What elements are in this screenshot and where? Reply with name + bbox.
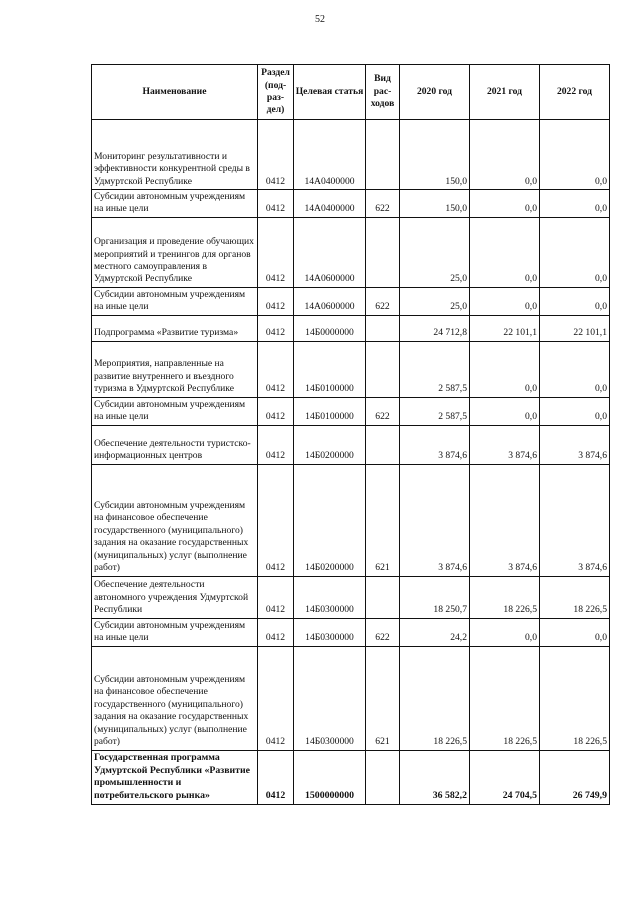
row-amount-2021: 3 874,6 (470, 464, 540, 576)
row-article: 14Б0200000 (294, 464, 366, 576)
row-amount-2022: 0,0 (540, 120, 610, 190)
row-amount-2022: 0,0 (540, 341, 610, 397)
header-2020: 2020 год (400, 65, 470, 120)
row-article: 14Б0300000 (294, 646, 366, 750)
table-row (92, 576, 610, 618)
row-amount-2021: 18 226,5 (470, 576, 540, 618)
row-expense-type: 621 (366, 464, 400, 576)
row-article: 14А0600000 (294, 217, 366, 287)
row-amount-2022: 3 874,6 (540, 425, 610, 464)
row-expense-type: 622 (366, 190, 400, 218)
row-amount-2022: 0,0 (540, 618, 610, 646)
row-article: 14Б0000000 (294, 315, 366, 341)
row-article: 14А0400000 (294, 120, 366, 190)
row-amount-2021: 0,0 (470, 341, 540, 397)
header-2022: 2022 год (540, 65, 610, 120)
row-amount-2020: 24,2 (400, 618, 470, 646)
row-section: 0412 (258, 576, 294, 618)
row-amount-2022: 26 749,9 (540, 750, 610, 804)
row-section: 0412 (258, 618, 294, 646)
row-expense-type (366, 576, 400, 618)
row-amount-2022: 0,0 (540, 287, 610, 315)
table-row (92, 750, 610, 804)
row-section: 0412 (258, 287, 294, 315)
row-amount-2022: 0,0 (540, 397, 610, 425)
row-section: 0412 (258, 315, 294, 341)
table-row (92, 425, 610, 464)
row-amount-2020: 18 226,5 (400, 646, 470, 750)
row-expense-type (366, 315, 400, 341)
row-expense-type (366, 120, 400, 190)
row-section: 0412 (258, 646, 294, 750)
page-number: 52 (315, 14, 325, 25)
header-name: Наименование (92, 65, 258, 120)
row-name: Субсидии автономным учреждениям на финансовое обеспечение государственного (муниципального) задания на оказание государственных (муниципальных) услуг (выполнение работ) (92, 464, 258, 576)
row-amount-2022: 18 226,5 (540, 576, 610, 618)
row-section: 0412 (258, 217, 294, 287)
row-amount-2020: 150,0 (400, 120, 470, 190)
header-article: Целевая статья (294, 65, 366, 120)
row-amount-2021: 0,0 (470, 287, 540, 315)
row-section: 0412 (258, 341, 294, 397)
row-expense-type (366, 750, 400, 804)
row-section: 0412 (258, 750, 294, 804)
row-amount-2020: 24 712,8 (400, 315, 470, 341)
table-row (92, 287, 610, 315)
row-amount-2020: 150,0 (400, 190, 470, 218)
row-amount-2021: 3 874,6 (470, 425, 540, 464)
table-row (92, 464, 610, 576)
row-expense-type: 621 (366, 646, 400, 750)
row-amount-2022: 0,0 (540, 190, 610, 218)
row-amount-2020: 3 874,6 (400, 464, 470, 576)
row-name: Субсидии автономным учреждениям на финансовое обеспечение государственного (муниципального) задания на оказание государственных (муниципальных) услуг (выполнение работ) (92, 646, 258, 750)
table-row (92, 315, 610, 341)
row-amount-2020: 18 250,7 (400, 576, 470, 618)
row-expense-type (366, 425, 400, 464)
table-header-row (92, 65, 610, 120)
row-amount-2021: 18 226,5 (470, 646, 540, 750)
row-article: 14Б0300000 (294, 576, 366, 618)
row-name: Субсидии автономным учреждениям на иные цели (92, 190, 258, 218)
table-row (92, 120, 610, 190)
row-name: Подпрограмма «Развитие туризма» (92, 315, 258, 341)
row-expense-type (366, 217, 400, 287)
row-name: Государственная программа Удмуртской Республики «Развитие промышленности и потребительского рынка» (92, 750, 258, 804)
header-section: Раздел (под-раз-дел) (258, 65, 294, 120)
table-row (92, 618, 610, 646)
row-amount-2020: 25,0 (400, 287, 470, 315)
table-row (92, 190, 610, 218)
row-amount-2020: 3 874,6 (400, 425, 470, 464)
row-expense-type: 622 (366, 397, 400, 425)
header-2021: 2021 год (470, 65, 540, 120)
row-section: 0412 (258, 425, 294, 464)
row-expense-type (366, 341, 400, 397)
row-expense-type: 622 (366, 287, 400, 315)
budget-table (91, 64, 610, 805)
row-amount-2021: 0,0 (470, 190, 540, 218)
row-amount-2020: 36 582,2 (400, 750, 470, 804)
row-article: 1500000000 (294, 750, 366, 804)
row-name: Субсидии автономным учреждениям на иные цели (92, 287, 258, 315)
row-article: 14А0400000 (294, 190, 366, 218)
row-amount-2022: 0,0 (540, 217, 610, 287)
row-name: Мониторинг результативности и эффективности конкурентной среды в Удмуртской Республике (92, 120, 258, 190)
row-amount-2021: 0,0 (470, 397, 540, 425)
row-amount-2021: 24 704,5 (470, 750, 540, 804)
row-name: Обеспечение деятельности автономного учреждения Удмуртской Республики (92, 576, 258, 618)
row-article: 14Б0200000 (294, 425, 366, 464)
row-name: Мероприятия, направленные на развитие внутреннего и въездного туризма в Удмуртской Республике (92, 341, 258, 397)
table-body (92, 120, 610, 805)
row-article: 14Б0300000 (294, 618, 366, 646)
row-amount-2022: 22 101,1 (540, 315, 610, 341)
row-amount-2022: 3 874,6 (540, 464, 610, 576)
row-amount-2021: 0,0 (470, 120, 540, 190)
row-expense-type: 622 (366, 618, 400, 646)
row-amount-2021: 0,0 (470, 217, 540, 287)
table-row (92, 397, 610, 425)
row-section: 0412 (258, 464, 294, 576)
row-name: Организация и проведение обучающих мероприятий и тренингов для органов местного самоуправления в Удмуртской Республике (92, 217, 258, 287)
table-row (92, 217, 610, 287)
row-name: Субсидии автономным учреждениям на иные цели (92, 618, 258, 646)
row-amount-2020: 2 587,5 (400, 397, 470, 425)
row-amount-2021: 0,0 (470, 618, 540, 646)
row-section: 0412 (258, 397, 294, 425)
header-expense-type: Вид рас-ходов (366, 65, 400, 120)
row-article: 14Б0100000 (294, 341, 366, 397)
table-row (92, 341, 610, 397)
row-name: Обеспечение деятельности туристско-информационных центров (92, 425, 258, 464)
row-amount-2020: 2 587,5 (400, 341, 470, 397)
row-amount-2020: 25,0 (400, 217, 470, 287)
row-amount-2022: 18 226,5 (540, 646, 610, 750)
row-section: 0412 (258, 120, 294, 190)
row-article: 14Б0100000 (294, 397, 366, 425)
row-name: Субсидии автономным учреждениям на иные цели (92, 397, 258, 425)
row-article: 14А0600000 (294, 287, 366, 315)
row-section: 0412 (258, 190, 294, 218)
row-amount-2021: 22 101,1 (470, 315, 540, 341)
table-row (92, 646, 610, 750)
